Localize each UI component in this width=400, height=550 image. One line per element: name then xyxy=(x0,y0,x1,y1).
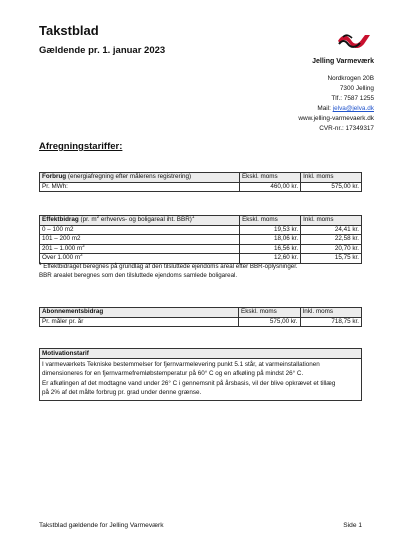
row-label: 101 – 200 m2 xyxy=(40,235,240,245)
website: www.jelling-varmevaerk.dk xyxy=(298,115,374,123)
company-name: Jelling Varmeværk xyxy=(312,58,374,65)
value-in: 718,75 kr. xyxy=(300,317,361,327)
motivation-line: dimensioneres for en fjernvarmefremløbstemperatur på 60° C og en afkøling på mindst 26° C. xyxy=(42,370,304,378)
forbrug-table xyxy=(39,172,362,192)
company-address-block xyxy=(298,74,374,135)
table-header-row xyxy=(40,308,362,318)
row-label: 0 – 100 m2 xyxy=(40,225,240,235)
value-in: 20,70 kr. xyxy=(301,244,362,254)
col-in-header: Inkl. moms xyxy=(300,308,361,318)
jelling-logo-icon xyxy=(337,32,371,49)
table-row xyxy=(40,244,362,254)
table-row xyxy=(40,317,362,327)
table-header-row xyxy=(40,216,362,226)
mail-label: Mail: xyxy=(317,105,331,113)
motivationstarif-box xyxy=(39,348,362,401)
value-ex: 16,56 kr. xyxy=(240,244,301,254)
row-label: 201 – 1.000 $m^2$ xyxy=(40,244,240,254)
motivation-line: på 2% af det målte forbrug pr. grad under denne grænse. xyxy=(42,389,202,397)
table-row xyxy=(40,182,362,192)
value-ex: 12,60 kr. xyxy=(240,254,301,264)
bbr-note: BBR arealet beregnes som den tilsluttede ejendoms samlede boligareal. xyxy=(39,272,238,279)
table-row xyxy=(40,225,362,235)
col-ex-header: Ekskl. moms xyxy=(240,216,301,226)
col-ex-header: Ekskl. moms xyxy=(239,308,301,318)
value-in: 24,41 kr. xyxy=(301,225,362,235)
phone-number: Tlf.: 7587 1255 xyxy=(331,95,374,103)
effekt-header: Effektbidrag (pr. $m^2$ erhvervs- og boligareal iht. BBR)$^1$ xyxy=(40,216,240,226)
value-ex: 460,00 kr. xyxy=(239,182,300,192)
value-ex: 19,53 kr. xyxy=(240,225,301,235)
motivation-line: I varmeværkets Tekniske bestemmelser for fjernvarmelevering punkt 5.1 står, at varmeinstallationen xyxy=(42,361,320,368)
table-header-row xyxy=(40,173,362,183)
document-title: Takstblad xyxy=(39,23,99,38)
col-ex-header: Ekskl. moms xyxy=(239,173,300,183)
address-city: 7300 Jelling xyxy=(339,85,374,93)
row-label: Pr. MWh: xyxy=(40,182,240,192)
table-row xyxy=(40,235,362,245)
forbrug-header: Forbrug (energiafregning efter målerens registrering) xyxy=(40,173,240,183)
row-label: Pr. måler pr. år xyxy=(40,317,239,327)
value-in: 15,75 kr. xyxy=(301,254,362,264)
page-number: Side 1 xyxy=(343,522,362,529)
motivation-header: Motivationstarif xyxy=(40,349,361,359)
mail-link[interactable]: jelva@jelva.dk xyxy=(332,105,374,113)
value-in: 575,00 kr. xyxy=(301,182,362,192)
motivation-line: Er afkølingen af det modtagne vand under 26° C i gennemsnit på årsbasis, vil der blive opkrævet et tillæg xyxy=(42,379,336,387)
row-label: Over 1.000 $m^2$ xyxy=(40,254,240,264)
footer-text: Takstblad gældende for Jelling Varmeværk xyxy=(39,522,164,529)
value-ex: 18,06 kr. xyxy=(240,235,301,245)
cvr-number: CVR-nr.: 17349317 xyxy=(319,125,374,133)
section-title: Afregningstariffer: xyxy=(39,141,123,152)
motivation-body xyxy=(40,359,361,400)
value-in: 22,58 kr. xyxy=(301,235,362,245)
abonnement-header: Abonnementsbidrag xyxy=(40,308,239,318)
effekt-footnote: $^1$ Effektbidraget beregnes på grundlag af den tilsluttede ejendoms areal efter BBR-oplysninger. xyxy=(39,260,298,270)
col-in-header: Inkl. moms xyxy=(301,216,362,226)
valid-from-subtitle: Gældende pr. 1. januar 2023 xyxy=(39,45,166,56)
col-in-header: Inkl. moms xyxy=(301,173,362,183)
value-ex: 575,00 kr. xyxy=(239,317,301,327)
abonnement-table xyxy=(39,307,362,327)
mail-line xyxy=(298,104,374,114)
address-street: Nordkrogen 20B xyxy=(327,75,374,82)
effektbidrag-table xyxy=(39,215,362,264)
